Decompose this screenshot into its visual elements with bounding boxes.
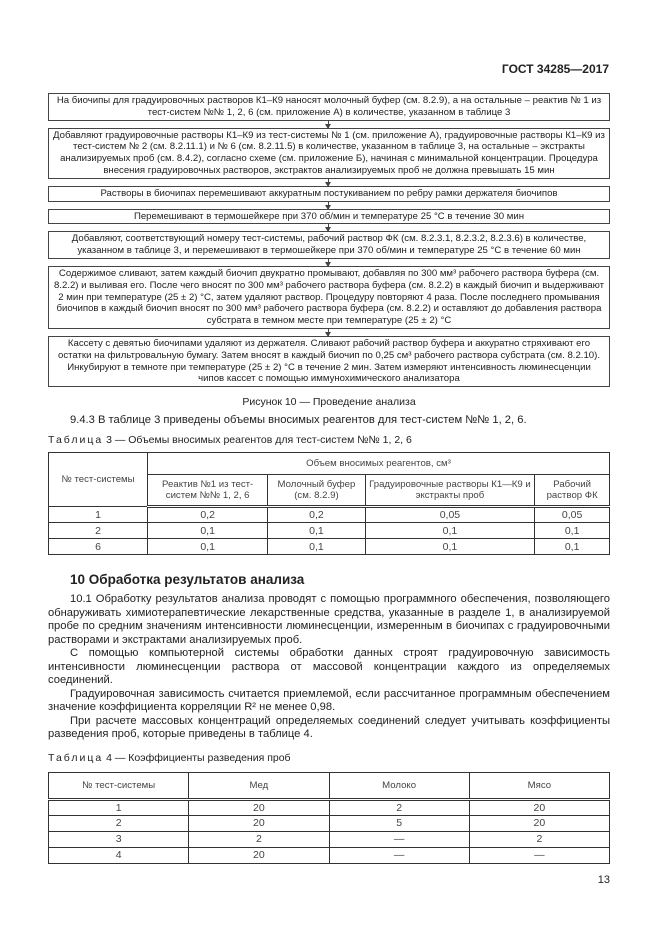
table-cell: 20 (189, 799, 329, 815)
table4-caption (48, 752, 610, 764)
col-header: Рабочий раствор ФК (535, 475, 610, 507)
table-cell: 3 (49, 831, 189, 847)
table-cell: 0,1 (268, 523, 365, 539)
section-title: 10 Обработка результатов анализа (70, 572, 305, 588)
table-row (49, 831, 610, 847)
table-cell: 0,05 (535, 507, 610, 523)
document-header: ГОСТ 34285—2017 (501, 62, 609, 76)
table-cell: 20 (469, 815, 609, 831)
arrow-icon (328, 224, 329, 231)
table-cell: 20 (469, 799, 609, 815)
table-row (49, 523, 610, 539)
table-row (49, 507, 610, 523)
table-cell: 0,05 (365, 507, 535, 523)
page-number: 13 (597, 873, 610, 886)
col-header: № тест-системы (49, 772, 189, 799)
table-cell: 1 (49, 507, 148, 523)
arrow-icon (328, 121, 329, 128)
table-4 (48, 772, 610, 864)
flow-step-2: Добавляют градуировочные растворы К1–К9 из тест-системы № 1 (см. приложение А), градуировочные растворы К1–К9 из тест-систем № 2 (см. 8.2.11.1) и № 6 (см. 8.2.11.5) в количестве, указанном в таблице 3, на остальные – экстракты анализируемых проб (см. 8.4.2), согласно схеме (см. приложение Б), начиная с минимальной концентрации. Процедура внесения градуировочных растворов, экстрактов анализируемых проб не должна превышать 15 мин (48, 128, 610, 179)
paragraph: Градуировочная зависимость считается приемлемой, если рассчитанное программным обеспечением значение коэффициента корреляции R² не менее 0,98. (48, 687, 610, 714)
table-cell: 4 (49, 847, 189, 863)
arrow-icon (328, 259, 329, 266)
table-cell: 6 (49, 539, 148, 555)
caption-text: 3 — Объемы вносимых реагентов для тест-систем №№ 1, 2, 6 (106, 434, 412, 447)
table-row (49, 799, 610, 815)
flow-step-7: Кассету с девятью биочипами удаляют из держателя. Сливают рабочий раствор буфера и аккуратно стряхивают его остатки на фильтровальную бумагу. Затем вносят в каждый биочип по 0,25 см³ рабочего раствора субстрата (см. 8.2.10). Инкубируют в темноте при температуре (25 ± 2) °С в течение 2 мин. Затем измеряют интенсивность люминесценции чипов кассет с помощью иммунохимического анализатора (48, 336, 610, 387)
table-cell: 0,1 (535, 539, 610, 555)
arrow-icon (328, 329, 329, 336)
table-cell: 2 (49, 523, 148, 539)
col-header: Молоко (329, 772, 469, 799)
caption-label: Таблица (48, 434, 104, 447)
arrow-icon (328, 179, 329, 186)
paragraph: При расчете массовых концентраций определяемых соединений следует учитывать коэффициенты разведения проб, которые приведены в таблице 4. (48, 714, 610, 741)
table-cell: 0,2 (268, 507, 365, 523)
table-cell: 0,1 (268, 539, 365, 555)
table-cell: 2 (189, 831, 329, 847)
caption-text: 4 — Коэффициенты разведения проб (106, 751, 291, 764)
table-cell: 0,1 (535, 523, 610, 539)
table-row (49, 815, 610, 831)
table-3 (48, 452, 610, 555)
flow-step-4: Перемешивают в термошейкере при 370 об/мин и температуре 25 °С в течение 30 мин (48, 209, 610, 225)
table3-caption (48, 434, 610, 446)
paragraph: 10.1 Обработку результатов анализа проводят с помощью программного обеспечения, позволяющего обнаруживать химиотерапевтические лекарственные средства, указанные в разделе 1, в анализируемой пробе по средним значениям интенсивности люминесценции, измеренным в биочипах с градуировочными растворами и экстрактами анализируемых проб. (48, 593, 610, 646)
arrow-icon (328, 202, 329, 209)
table-cell: 0,1 (365, 539, 535, 555)
table-cell: — (329, 847, 469, 863)
col-header: Градуировочные растворы К1—К9 и экстракты проб (365, 475, 535, 507)
table-cell: 20 (189, 847, 329, 863)
caption-label: Таблица (48, 751, 104, 764)
table-cell: 2 (469, 831, 609, 847)
table-cell: 5 (329, 815, 469, 831)
flow-step-5: Добавляют, соответствующий номеру тест-системы, рабочий раствор ФК (см. 8.2.3.1, 8.2.3.2, 8.2.3.6) в количестве, указанном в таблице 3, и перемешивают в термошейкере при 370 об/мин и температуре 25 °С в течение 60 мин (48, 231, 610, 259)
col-header: Молочный буфер (см. 8.2.9) (268, 475, 365, 507)
col-header: Мед (189, 772, 329, 799)
table-cell: 0,1 (148, 523, 268, 539)
table-cell: 0,1 (365, 523, 535, 539)
table-cell: 1 (49, 799, 189, 815)
flow-step-1: На биочипы для градуировочных растворов К1–К9 наносят молочный буфер (см. 8.2.9), а на остальные – реактив № 1 из тест-систем №№ 1, 2, 6 (см. приложение А) в количестве, указанном в таблице 3 (48, 93, 610, 121)
paragraph-9-4-3: 9.4.3 В таблице 3 приведены объемы вносимых реагентов для тест-систем №№ 1, 2, 6. (70, 414, 527, 427)
page-content (48, 93, 610, 886)
flow-step-6: Содержимое сливают, затем каждый биочип двукратно промывают, добавляя по 300 мм³ рабочего раствора буфера (см. 8.2.2) и выливая его. После чего вносят по 300 мм³ рабочего раствора буфера (см. 8.2.2) в каждый биочип и выдерживают 2 мин при температуре (25 ± 2) °С, затем удаляют раствор. Процедуру повторяют 4 раза. После последнего промывания биочипов в каждый биочип вносят по 300 мм³ рабочего раствора буфера (см. 8.2.2) и оставляют до добавления раствора субстрата в темном месте при температуре (25 ± 2) °С (48, 266, 610, 329)
table-cell: — (469, 847, 609, 863)
col-header: Мясо (469, 772, 609, 799)
table-row (49, 847, 610, 863)
col-header: Реактив №1 из тест-систем №№ 1, 2, 6 (148, 475, 268, 507)
table-cell: 2 (49, 815, 189, 831)
table-cell: 2 (329, 799, 469, 815)
table-cell: — (329, 831, 469, 847)
figure-caption: Рисунок 10 — Проведение анализа (242, 396, 416, 409)
flow-step-3: Растворы в биочипах перемешивают аккуратным постукиванием по ребру рамки держателя биочипов (48, 186, 610, 202)
table-cell: 20 (189, 815, 329, 831)
paragraph: С помощью компьютерной системы обработки данных строят градуировочную зависимость интенсивности люминесценции раствора от массовой концентрации каждого из определяемых соединений. (48, 647, 610, 687)
col-header: № тест-системы (49, 453, 148, 507)
group-header: Объем вносимых реагентов, см³ (148, 453, 610, 475)
table-cell: 0,2 (148, 507, 268, 523)
table-cell: 0,1 (148, 539, 268, 555)
table-row (49, 539, 610, 555)
